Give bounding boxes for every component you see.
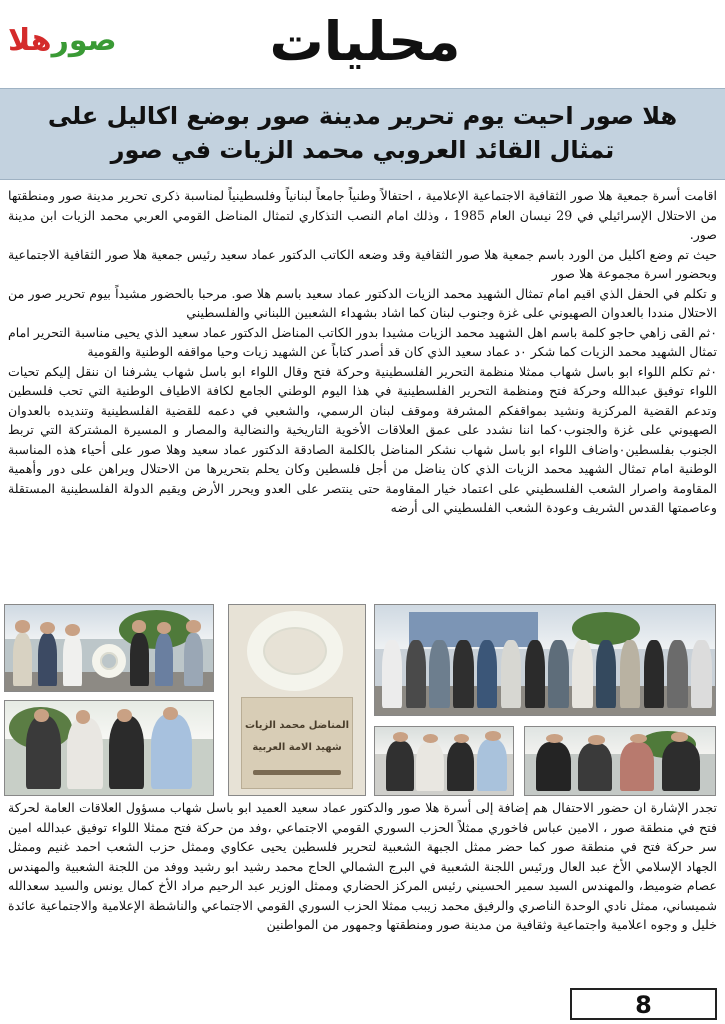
photo-group-wreath bbox=[4, 604, 214, 692]
headline bbox=[0, 89, 725, 167]
headline-banner bbox=[0, 88, 725, 180]
photo-four-men bbox=[4, 700, 214, 796]
page-number-box bbox=[570, 988, 717, 1020]
article-body bbox=[8, 186, 717, 518]
section-title: محليات bbox=[269, 10, 461, 73]
article-paragraph: ٠ثم القى زاهي حاجو كلمة باسم اهل الشهيد محمد الزيات مشيدا بدور الكاتب المناضل الدكتور عماد سعيد الذي يحيى مناسبة التحرير امام تمثال الشهيد محمد الزيات كما شكر ٠د عماد سعيد الذي كان قد أصدر كتاباً عن الشهيد زيات وحيا مواقفه الوطنية والقومية bbox=[8, 324, 717, 359]
headline-line-1: هلا صور احيت يوم تحرير مدينة صور بوضع اكاليل على bbox=[47, 102, 678, 130]
photo-wide-group bbox=[374, 604, 716, 716]
photo-collage bbox=[0, 600, 725, 800]
headline-line-2: تمثال القائد العروبي محمد الزيات في صور bbox=[110, 136, 615, 164]
photo-men-left bbox=[374, 726, 514, 796]
publication-logo bbox=[8, 18, 126, 64]
article-paragraph: اقامت أسرة جمعية هلا صور الثقافية الاجتماعية الإعلامية ، احتفالاً وطنياً جامعاً لبنانياً وفلسطينياً لمناسبة ذكرى تحرير مدينة صور ومنطقتها من الاحتلال الإسرائيلي في 29 نيسان العام 1985 ، وذلك امام النصب التذكاري لتمثال المناضل القومي العربي محمد الزيات ابن مدينة صور. bbox=[8, 188, 717, 242]
photo-men-right bbox=[524, 726, 716, 796]
article-paragraph: ٠ثم تكلم اللواء ابو باسل شهاب ممثلا منظمة التحرير الفلسطينية وحركة فتح وقال اللواء ابو باسل شهاب يشرفنا ان ننقل إليكم تحيات اللواء توفيق عبدالله وحركة فتح ومنظمة التحرير الفلسطينية في هذا اليوم الوطني الجامع لكافة الاطياف الوطنية التي تحب فلسطين وتدعم القضية المركزية ونشيد بمواقفكم المشرفة وموقف لبنان الرسمي، والشعبي في دعمه للقضية الفلسطينية وتنديده بالعدوان الصهيوني على غزة والجنوب٠كما اننا نشدد على عمق العلاقات الأخوية التاريخية والنضالية والمصار و المسيرة المشتركة التي تربط الجنوب بفلسطين٠واضاف اللواء ابو باسل شهاب نشكر المناضل بالكلمة الصادقة الدكتور عماد سعيد وهلا صور على أحياء هذه المناسبة الوطنية امام تمثال الشهيد محمد الزيات الذي كان يناضل من أجل فلسطين وكان يحلم بتحريرها من الاحتلال ويراهن على دور وأهمية المقاومة واصرار الشعب الفلسطيني على اعتماد خيار المقاومة حتى ينتصر على العدو ويحرر الأرض ويقيم الدولة الفلسطينية المستقلة وعاصمتها القدس الشريف وعودة الشعب الفلسطيني الى أرضه bbox=[8, 363, 717, 515]
article-paragraph: و تكلم في الحفل الذي اقيم امام تمثال الشهيد محمد الزيات الدكتور عماد سعيد باسم هلا صو. مرحبا بالحضور مشيداً بيوم تحرير صور من الاحتلال منددا بالعدوان الصهيوني على غزة وجنوب لبنان كما اشاد بشهداء الشعبين اللبناني والفلسطيني bbox=[8, 285, 717, 320]
photo-wreath-plaque bbox=[228, 604, 366, 796]
article-paragraph: حيث تم وضع اكليل من الورد باسم جمعية هلا صور الثقافية وقد وضعه الكاتب الدكتور عماد سعيد رئيس جمعية هلا صور الثقافية الاجتماعية وبحضور اسرة مجموعة هلا صور bbox=[8, 246, 717, 281]
plaque-line-1: المناضل محمد الزيات bbox=[244, 720, 350, 731]
page-number: 8 bbox=[635, 991, 652, 1019]
page-header bbox=[0, 0, 725, 88]
wreath bbox=[247, 611, 343, 691]
logo-wordmark bbox=[8, 18, 126, 64]
logo-text-red: هلا bbox=[8, 23, 52, 58]
logo-text-green: صور bbox=[51, 23, 117, 58]
attendees-paragraph: تجدر الإشارة ان حضور الاحتفال هم إضافة إلى أسرة هلا صور والدكتور عماد سعيد العميد ابو باسل شهاب مسؤول العلاقات العامة لحركة فتح في منطقة صور ، الامين عباس فاخوري ممثلاً الحزب السوري القومي الاجتماعي ،وفد من حركة فتح ممثلا اللواء توفيق عبدالله امين سر حركة فتح في منطقة صور كما حضر ممثل الجبهة الشعبية لتحرير فلسطين يحيى عكاوي وممثل حزب الشعب احمد غنيم وممثل الجهاد الإسلامي الأخ عبد العال ورئيس اللجنة الشعبية في البرج الشمالي الحاج محمد رشيد ابو رشيد ووفد من اللجنة الشعبية والمهندس عصام ضوميط، والمهندس السيد سمير الحسيني رئيس المركز الحضاري وممثل الوزير عبد الرحيم مراد الأخ كمال يونس والسيد سعدالله شميساني، ممثل نادي الوحدة الناصري والرفيق محمد زيبب ممثلا الحزب السوري القومي الاجتماعي والناشطة الإعلامية والاجتماعية عائدة خليل و وجوه اعلامية واجتماعية وثقافية من مدينة صور ومنطقتها وجمهور من المواطنين bbox=[8, 800, 717, 932]
memorial-plaque bbox=[241, 697, 353, 789]
plaque-line-2: شهيد الامة العربية bbox=[252, 742, 342, 753]
